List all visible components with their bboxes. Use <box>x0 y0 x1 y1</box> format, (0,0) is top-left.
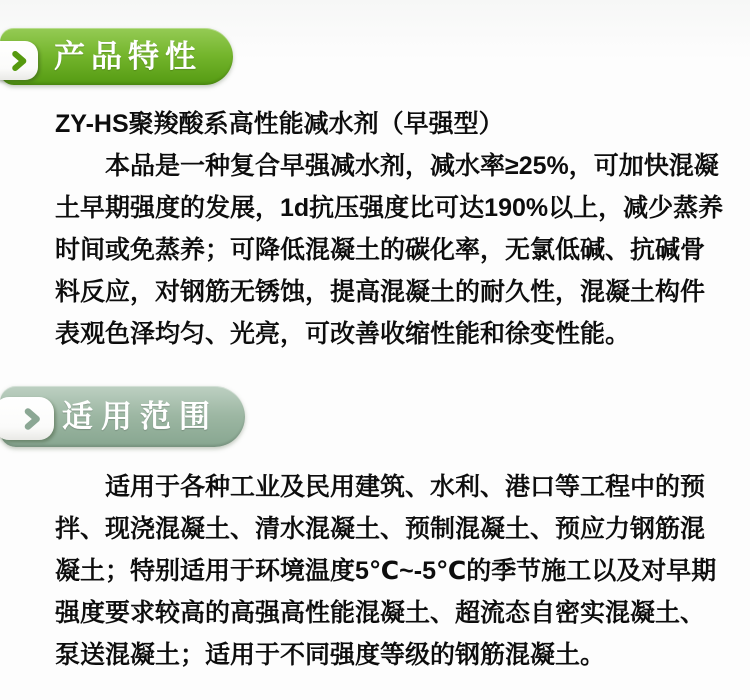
text-line: 拌、现浇混凝土、清水混凝土、预制混凝土、预应力钢筋混 <box>55 515 706 543</box>
text-line: 强度要求较高的高强高性能混凝土、超流态自密实混凝土、 <box>55 599 706 627</box>
text-line: 凝土；特别适用于环境温度5℃~-5℃的季节施工以及对早期 <box>55 557 717 585</box>
text-line: 表观色泽均匀、光亮，可改善收缩性能和徐变性能。 <box>55 320 631 348</box>
heading-badge <box>0 397 54 440</box>
text-line: 适用于各种工业及民用建筑、水利、港口等工程中的预 <box>105 473 706 501</box>
text-line: 本品是一种复合早强减水剂，减水率≥25%，可加快混凝 <box>105 152 719 180</box>
chevron-right-icon <box>18 405 46 433</box>
text-line: 土早期强度的发展，1d抗压强度比可达190%以上，减少蒸养 <box>55 194 724 222</box>
section-heading-label: 适用范围 <box>62 399 218 434</box>
text-line: 泵送混凝土；适用于不同强度等级的钢筋混凝土。 <box>55 641 606 669</box>
chevron-right-icon <box>6 48 32 74</box>
heading-badge <box>0 41 38 80</box>
product-features-paragraph <box>55 103 724 355</box>
text-line: 料反应，对钢筋无锈蚀，提高混凝土的耐久性，混凝土构件 <box>55 278 706 306</box>
section-heading-label: 产品特性 <box>54 39 202 74</box>
text-line: ZY-HS聚羧酸系高性能减水剂（早强型） <box>55 110 504 138</box>
application-scope-paragraph <box>55 466 720 676</box>
text-line: 时间或免蒸养；可降低混凝土的碳化率，无氯低碱、抗碱骨 <box>55 236 706 264</box>
